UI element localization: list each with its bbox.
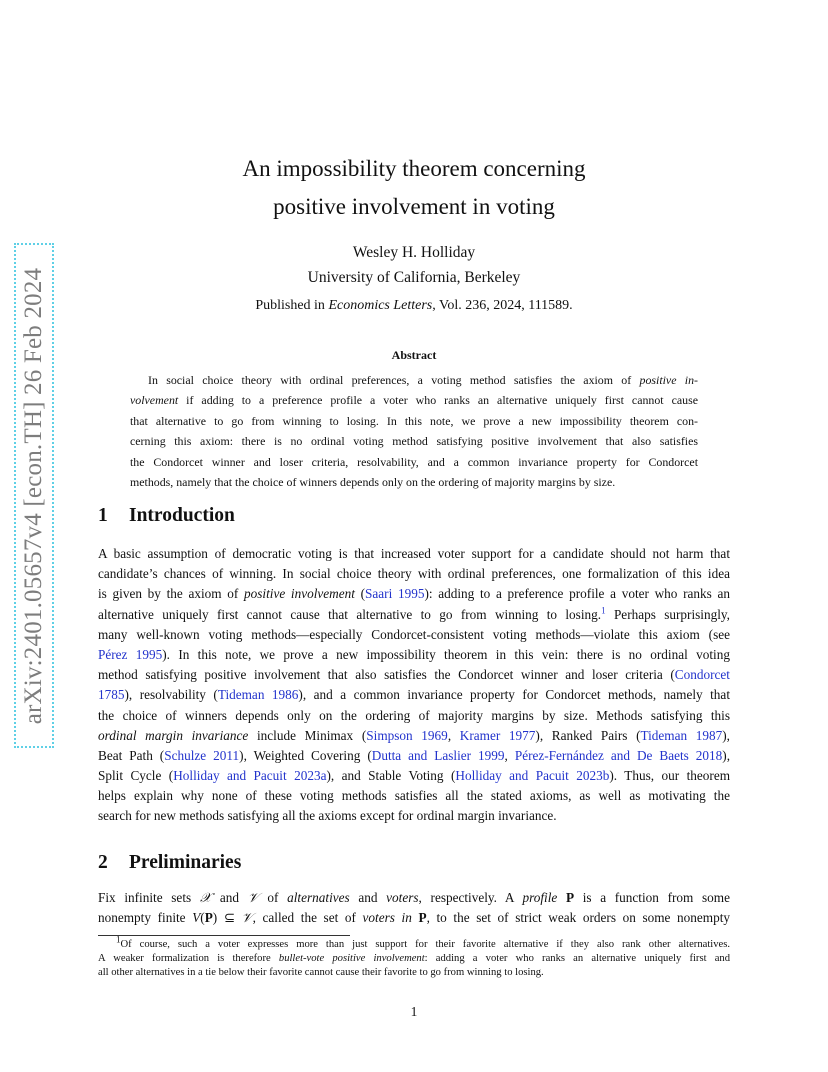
body-line: search for new methods satisfying all the axioms except for ordinal margin invariance. bbox=[98, 808, 557, 824]
abstract-line: methods, namely that the choice of winners depends only on the ordering of majority margins by size. bbox=[130, 474, 616, 489]
body-line: is given by the axiom of positive involvement (Saari 1995): adding to a preference profile a voter who ranks an bbox=[98, 586, 731, 602]
citation-link[interactable]: Pérez 1995 bbox=[98, 646, 163, 662]
body-line: Fix infinite sets 𝒳 and 𝒱 of alternatives and voters, respectively. A profile P is a function from some bbox=[98, 890, 730, 905]
body-line: alternative uniquely first cannot cause that alternative to go from winning to losing.$^1$ Perhaps surprisingly, bbox=[98, 605, 730, 622]
footnote-link[interactable]: 1 bbox=[601, 605, 606, 616]
abstract-line: cerning this axiom: there is no ordinal voting method satisfying positive involvement that also satisfies bbox=[130, 434, 698, 449]
section-title: Introduction bbox=[129, 505, 235, 526]
citation-link[interactable]: Dutta and Laslier 1999 bbox=[371, 747, 505, 763]
citation-link[interactable]: Tideman 1987 bbox=[640, 727, 723, 743]
body-line: Pérez 1995). In this note, we prove a new impossibility theorem in this vein: there is no ordinal voting bbox=[98, 646, 730, 662]
body-line: nonempty finite V(P) ⊆ 𝒱, called the set of voters in P, to the set of strict weak orders on some nonempty bbox=[98, 910, 731, 926]
section-heading-introduction bbox=[98, 505, 235, 527]
journal-name: Economics Letters bbox=[328, 298, 433, 313]
arxiv-stamp-text: arXiv:2401.05657v4 [econ.TH] 26 Feb 2024 bbox=[20, 267, 47, 724]
footnote-line: all other alternatives in a tie below their favorite cannot cause their favorite to go from winning to losing. bbox=[98, 967, 544, 979]
body-line: ordinal margin invariance include Minimax (Simpson 1969, Kramer 1977), Ranked Pairs (Tideman 1987), bbox=[98, 727, 730, 743]
preliminaries-body bbox=[98, 888, 730, 928]
abstract-line: that alternative to go from winning to losing. In this note, we prove a new impossibility theorem con- bbox=[130, 413, 698, 428]
abstract-line: volvement if adding to a preference profile a voter who ranks an alternative uniquely first cannot cause bbox=[130, 393, 698, 408]
section-number: 1 bbox=[98, 505, 108, 526]
footnote-number: 1 bbox=[116, 934, 121, 945]
arxiv-identifier-stamp[interactable] bbox=[14, 243, 54, 748]
body-line: many well-known voting methods—especially Condorcet-consistent voting methods—violate this axiom (see bbox=[98, 626, 730, 642]
author-affiliation: University of California, Berkeley bbox=[307, 269, 521, 286]
page-number: 1 bbox=[410, 1004, 418, 1019]
abstract-heading: Abstract bbox=[391, 348, 437, 362]
publication-prefix: Published in bbox=[255, 298, 329, 313]
section-title: Preliminaries bbox=[129, 852, 242, 873]
section-number: 2 bbox=[98, 852, 108, 873]
title-line-2: positive involvement in voting bbox=[273, 194, 555, 219]
citation-link[interactable]: Condorcet bbox=[674, 667, 730, 683]
body-line: Beat Path (Schulze 2011), Weighted Covering (Dutta and Laslier 1999, Pérez-Fernández and De Baets 2018), bbox=[98, 747, 731, 763]
footnote-line: A weaker formalization is therefore bullet-vote positive involvement: adding a voter who ranks an alternative uniquely first and bbox=[98, 953, 730, 965]
body-line: method satisfying positive involvement that also satisfies the Condorcet winner and loser criteria (Condorcet bbox=[98, 667, 730, 683]
footnote-separator bbox=[98, 935, 350, 936]
section-heading-preliminaries bbox=[98, 852, 241, 874]
publication-note bbox=[100, 298, 728, 314]
body-line: the choice of winners depends only on the ordering of majority margins by size. Methods satisfying this bbox=[98, 707, 730, 723]
body-line: A basic assumption of democratic voting is that increased voter support for a candidate should not harm that bbox=[98, 546, 730, 561]
body-line: 1785), resolvability (Tideman 1986), and a common invariance property for Condorcet methods, namely that bbox=[98, 687, 730, 703]
publication-suffix: , Vol. 236, 2024, 111589. bbox=[432, 298, 573, 313]
citation-link[interactable]: Pérez-Fernández and De Baets 2018 bbox=[514, 747, 723, 763]
body-line: helps explain why none of these voting methods satisfies all the stated axioms, as well as motivating the bbox=[98, 788, 730, 804]
title-line-1: An impossibility theorem concerning bbox=[242, 156, 586, 181]
introduction-body bbox=[98, 544, 730, 827]
abstract-text bbox=[130, 370, 698, 492]
citation-link[interactable]: Kramer 1977 bbox=[459, 727, 536, 743]
paper-title bbox=[100, 150, 728, 226]
footnote bbox=[98, 934, 730, 981]
citation-link[interactable]: Holliday and Pacuit 2023b bbox=[455, 768, 610, 784]
abstract-line: In social choice theory with ordinal preferences, a voting method satisfies the axiom of positive in- bbox=[148, 373, 698, 387]
footnote-line: $^1$Of course, such a voter expresses more than just support for their favorite alternative if they also rank other alternatives. bbox=[116, 934, 730, 950]
citation-link[interactable]: Simpson 1969 bbox=[366, 727, 448, 743]
body-line: Split Cycle (Holliday and Pacuit 2023a), and Stable Voting (Holliday and Pacuit 2023b). Thus, our theorem bbox=[98, 768, 731, 784]
citation-link[interactable]: 1785 bbox=[98, 687, 125, 703]
body-line: candidate’s chances of winning. In social choice theory with ordinal preferences, one formalization of this idea bbox=[98, 566, 730, 582]
abstract-line: the Condorcet winner and loser criteria, resolvability, and a common invariance property for Condorcet bbox=[130, 454, 698, 469]
citation-link[interactable]: Holliday and Pacuit 2023a bbox=[173, 768, 327, 784]
citation-link[interactable]: Tideman 1986 bbox=[217, 687, 299, 703]
citation-link[interactable]: Saari 1995 bbox=[365, 586, 425, 602]
author-block bbox=[100, 240, 728, 290]
citation-link[interactable]: Schulze 2011 bbox=[164, 747, 240, 763]
author-name: Wesley H. Holliday bbox=[352, 244, 476, 261]
